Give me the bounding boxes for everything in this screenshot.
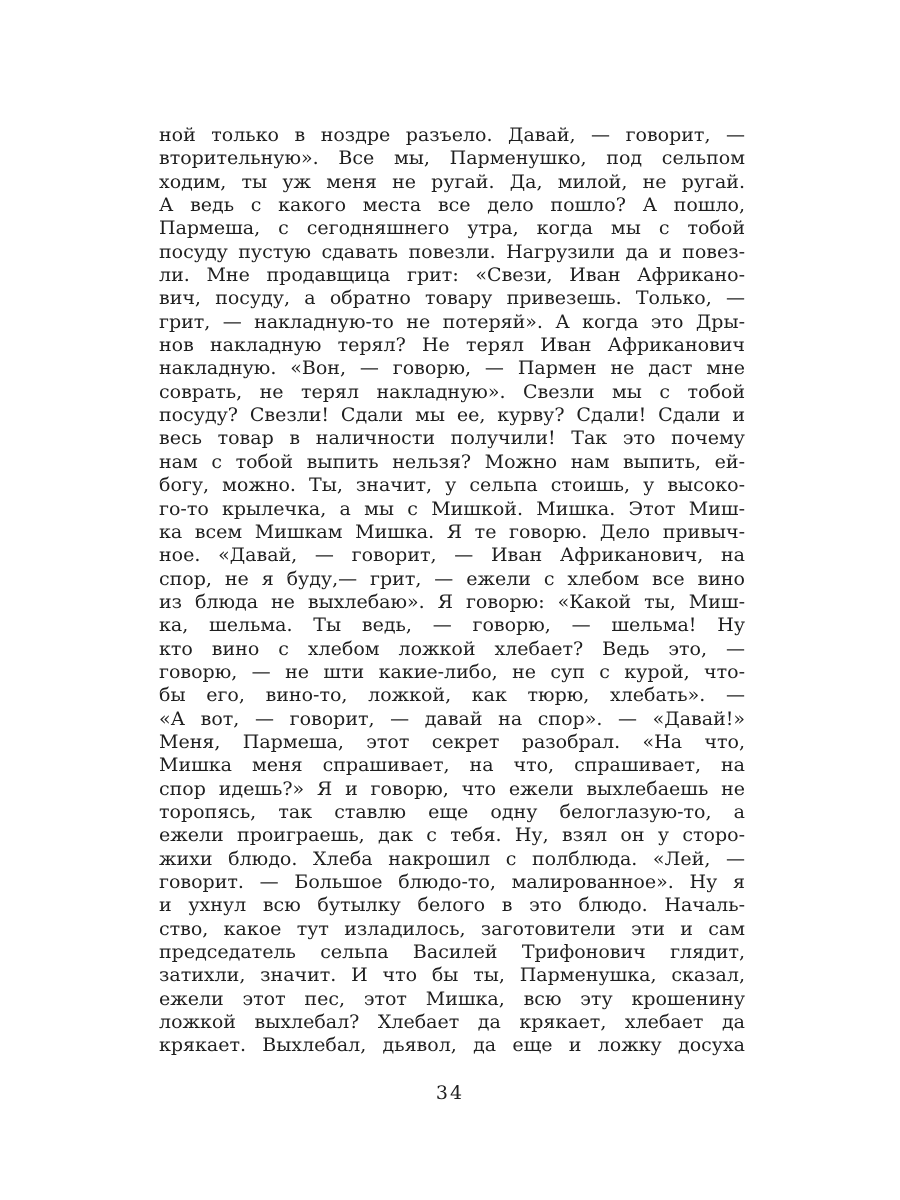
text-line: спор идешь?» Я и говорю, что ежели выхлебаешь не xyxy=(159,777,745,800)
text-line: накладную. «Вон, — говорю, — Пармен не даст мне xyxy=(159,357,745,380)
text-line: ежели проиграешь, дак с тебя. Ну, взял он у сторо- xyxy=(159,824,745,847)
text-line: торопясь, так ставлю еще одну белоглазую-то, а xyxy=(159,800,745,823)
text-line: «А вот, — говорит, — давай на спор». — «Давай!» xyxy=(159,707,745,730)
text-line: Мишка меня спрашивает, на что, спрашивает, на xyxy=(159,754,745,777)
text-line: А ведь с какого места все дело пошло? А пошло, xyxy=(159,194,745,217)
text-line: крякает. Выхлебал, дьявол, да еще и ложку досуха xyxy=(159,1034,745,1057)
text-line: ходим, ты уж меня не ругай. Да, милой, не ругай. xyxy=(159,170,745,193)
text-line: спор, не я буду,— грит, — ежели с хлебом все вино xyxy=(159,567,745,590)
text-line: ка, шельма. Ты ведь, — говорю, — шельма! Ну xyxy=(159,614,745,637)
text-line: ежели этот пес, этот Мишка, всю эту крошенину xyxy=(159,987,745,1010)
text-line: бы его, вино-то, ложкой, как тюрю, хлебать». — xyxy=(159,684,745,707)
text-line: посуду пустую сдавать повезли. Нагрузили да и повез- xyxy=(159,240,745,263)
text-line: ли. Мне продавщица грит: «Свези, Иван Африкано- xyxy=(159,264,745,287)
text-line: весь товар в наличности получили! Так это почему xyxy=(159,427,745,450)
text-line: кто вино с хлебом ложкой хлебает? Ведь это, — xyxy=(159,637,745,660)
text-line: нов накладную терял? Не терял Иван Африканович xyxy=(159,334,745,357)
text-line: ка всем Мишкам Мишка. Я те говорю. Дело привыч- xyxy=(159,520,745,543)
text-line: и ухнул всю бутылку белого в это блюдо. Началь- xyxy=(159,894,745,917)
text-line: ное. «Давай, — говорит, — Иван Африканович, на xyxy=(159,544,745,567)
text-line: жихи блюдо. Хлеба накрошил с полблюда. «Лей, — xyxy=(159,847,745,870)
page-number: 34 xyxy=(435,1082,465,1104)
text-line: затихли, значит. И что бы ты, Парменушка, сказал, xyxy=(159,964,745,987)
text-line: вич, посуду, а обратно товару привезешь. Только, — xyxy=(159,287,745,310)
text-line: ложкой выхлебал? Хлебает да крякает, хлебает да xyxy=(159,1011,745,1034)
text-line: из блюда не выхлебаю». Я говорю: «Какой ты, Миш- xyxy=(159,590,745,613)
body-text xyxy=(159,124,745,1058)
text-line: ство, какое тут изладилось, заготовители эти и сам xyxy=(159,917,745,940)
text-line: нам с тобой выпить нельзя? Можно нам выпить, ей- xyxy=(159,450,745,473)
text-line: го-то крылечка, а мы с Мишкой. Мишка. Этот Миш- xyxy=(159,497,745,520)
text-line: председатель сельпа Василей Трифонович глядит, xyxy=(159,941,745,964)
text-line: посуду? Свезли! Сдали мы ее, курву? Сдали! Сдали и xyxy=(159,404,745,427)
text-line: ной только в ноздре разъело. Давай, — говорит, — xyxy=(159,124,745,146)
text-line: вторительную». Все мы, Парменушко, под сельпом xyxy=(159,147,745,170)
text-line: соврать, не терял накладную». Свезли мы с тобой xyxy=(159,380,745,403)
text-line: богу, можно. Ты, значит, у сельпа стоишь, у высоко- xyxy=(159,474,745,497)
text-line: Пармеша, с сегодняшнего утра, когда мы с тобой xyxy=(159,217,745,240)
text-line: грит, — накладную-то не потеряй». А когда это Дры- xyxy=(159,310,745,333)
text-line: говорю, — не шти какие-либо, не суп с курой, что- xyxy=(159,660,745,683)
text-line: говорит. — Большое блюдо-то, малированное». Ну я xyxy=(159,871,745,893)
text-line: Меня, Пармеша, этот секрет разобрал. «На что, xyxy=(159,730,745,753)
